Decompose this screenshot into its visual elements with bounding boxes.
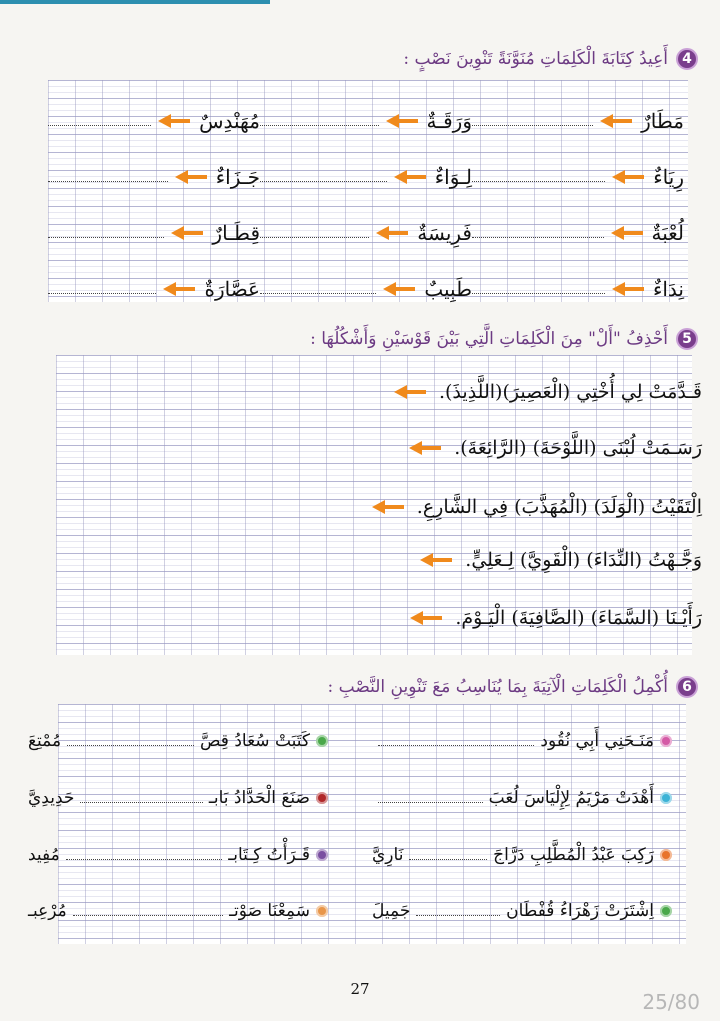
arrow-left-icon: [375, 226, 409, 240]
ex4-cell: [260, 164, 472, 190]
ex4-word: رِيَاءٌ: [653, 165, 684, 189]
ex5-sentence-row: [408, 437, 702, 459]
ex4-cell: [260, 276, 472, 302]
ex6-word: مُمْتِعَ: [28, 731, 62, 751]
answer-line[interactable]: [80, 802, 202, 803]
ex5-sentence: قَـدَّمَتْ لِي أُخْتِي (الْعَصِيرَ)(اللَّذِيذَ).: [438, 381, 702, 403]
ex6-sentence: مَنَـحَنِي أَبِي نُقُود: [540, 731, 654, 751]
arrow-left-icon: [170, 226, 204, 240]
ex4-word: وَرَقَـةٌ: [426, 109, 472, 133]
exercise-6-title: أُكْمِلُ الْكَلِمَاتِ الْآتِيَةَ بِمَا يُنَاسِبُ مَعَ تَنْوِينِ النَّصْبِ :: [327, 677, 668, 697]
answer-line[interactable]: [409, 859, 487, 860]
ex4-word: لُعْبَةٌ: [651, 221, 684, 245]
bullet-dot-icon: [660, 849, 672, 861]
ex6-word: مُفِيد: [28, 845, 60, 865]
ex4-cell: [472, 164, 684, 190]
arrow-left-icon: [157, 114, 191, 128]
ex4-word: مَطَارٌ: [641, 109, 684, 133]
answer-line[interactable]: [260, 293, 376, 294]
ex6-sentence: رَكِبَ عَبْدُ الْمُطَّلِبِ دَرَّاجَ: [493, 845, 654, 865]
answer-line[interactable]: [472, 125, 593, 126]
exercise-4-title: أَعِيدُ كِتَابَةَ الْكَلِمَاتِ مُنَوَّنَةً تَنْوِينَ نَصْبٍ :: [403, 49, 668, 69]
ex4-cell: [48, 108, 260, 134]
arrow-left-icon: [393, 170, 427, 184]
answer-line[interactable]: [48, 237, 164, 238]
page-number: 27: [350, 980, 370, 998]
bullet-dot-icon: [316, 735, 328, 747]
ex4-cell: [472, 108, 684, 134]
page-counter: 25/80: [642, 990, 700, 1014]
answer-line[interactable]: [472, 181, 605, 182]
ex5-sentence: وَجَّـهْتُ (النِّدَاءَ) (الْقَوِيَّ) لِـعَلِيٍّ.: [465, 549, 702, 571]
ex4-cell: [260, 220, 472, 246]
arrow-left-icon: [371, 500, 405, 514]
ex6-sentence: سَمِعْنَا صَوْتـ: [229, 901, 310, 921]
answer-line[interactable]: [472, 293, 605, 294]
bullet-dot-icon: [660, 735, 672, 747]
bullet-dot-icon: [660, 792, 672, 804]
exercise-4-heading: [403, 48, 698, 70]
ex4-word: عَصَّارَةٌ: [204, 277, 260, 301]
answer-line[interactable]: [260, 125, 379, 126]
exercise-6-heading: [328, 676, 698, 698]
arrow-left-icon: [610, 226, 644, 240]
top-accent-bar: [0, 0, 270, 4]
exercise-5-title: أَحْذِفُ "أَلْ" مِنَ الْكَلِمَاتِ الَّتِي بَيْنَ قَوْسَيْنِ وَأَشْكُلُهَا :: [310, 329, 668, 349]
exercise-6-number: 6: [676, 676, 698, 698]
answer-line[interactable]: [67, 745, 194, 746]
ex4-cell: [472, 220, 684, 246]
ex4-word: جَـزَاءٌ: [215, 165, 260, 189]
answer-line[interactable]: [378, 802, 483, 803]
ex4-word: نِدَاءٌ: [652, 277, 684, 301]
ex4-word: مُهَنْدِسٌ: [199, 109, 260, 133]
ex4-word: قِطَـارٌ: [212, 221, 260, 245]
answer-line[interactable]: [48, 181, 168, 182]
ex5-sentence: رَسَـمَتْ لُبْنَى (اللَّوْحَةَ) (الرَّائِعَةَ).: [454, 437, 702, 459]
answer-line[interactable]: [378, 745, 534, 746]
ex6-sentence: كَتَبَتْ سُعَادُ قِصَّ: [199, 731, 310, 751]
arrow-left-icon: [408, 441, 442, 455]
ex5-sentence: رَأَيْـنَا (السَّمَاءَ) (الصَّافِيَةَ) الْيَـوْمَ.: [455, 607, 702, 629]
ex5-sentence: اِلْتَقَيْتُ (الْوَلَدَ) (الْمُهَذَّبَ) فِي الشَّارِعِ.: [416, 496, 702, 518]
ex4-cell: [48, 164, 260, 190]
arrow-left-icon: [599, 114, 633, 128]
ex6-row: [372, 788, 672, 808]
ex5-sentence-row: [371, 496, 702, 518]
answer-line[interactable]: [260, 181, 387, 182]
ex4-cell: [48, 220, 260, 246]
ex6-sentence: قَـرَأْتُ كِـتَابـ: [228, 845, 310, 865]
ex4-cell: [472, 276, 684, 302]
bullet-dot-icon: [316, 849, 328, 861]
ex4-cell: [48, 276, 260, 302]
answer-line[interactable]: [73, 915, 223, 916]
arrow-left-icon: [393, 385, 427, 399]
arrow-left-icon: [611, 170, 645, 184]
arrow-left-icon: [162, 282, 196, 296]
ex6-row: [28, 788, 328, 808]
ex6-word: نَارِيَّ: [372, 845, 404, 865]
ex5-sentence-row: [409, 607, 702, 629]
ex4-word: فَرِيسَةٌ: [417, 221, 472, 245]
ex6-word: مُرْعِبـ: [28, 901, 67, 921]
ex6-word: جَمِيلَ: [372, 901, 411, 921]
ex6-row: [28, 901, 328, 921]
ex4-cell: [260, 108, 472, 134]
ex6-word: حَدِيدِيَّ: [28, 788, 75, 808]
answer-line[interactable]: [416, 915, 500, 916]
answer-line[interactable]: [48, 125, 151, 126]
answer-line[interactable]: [66, 859, 223, 860]
ex6-row: [372, 731, 672, 751]
exercise-4-number: 4: [676, 48, 698, 70]
ex6-sentence: أَهْدَتْ مَرْيَمُ لِإِلْيَاسَ لُعَبَ: [488, 788, 654, 808]
ex5-sentence-row: [419, 549, 702, 571]
ex4-word: لِـوَاءٌ: [434, 165, 472, 189]
arrow-left-icon: [419, 553, 453, 567]
ex6-row: [372, 845, 672, 865]
ex6-row: [28, 731, 328, 751]
bullet-dot-icon: [660, 905, 672, 917]
answer-line[interactable]: [48, 293, 156, 294]
answer-line[interactable]: [260, 237, 369, 238]
exercise-5-heading: [310, 328, 698, 350]
ex6-row: [28, 845, 328, 865]
arrow-left-icon: [382, 282, 416, 296]
ex6-sentence: اِشْتَرَتْ زَهْرَاءُ قُفْطَان: [506, 901, 654, 921]
arrow-left-icon: [385, 114, 419, 128]
arrow-left-icon: [611, 282, 645, 296]
ex5-sentence-row: [393, 381, 702, 403]
ex6-sentence: صَنَعَ الْحَدَّادُ بَابـ: [208, 788, 310, 808]
answer-line[interactable]: [472, 237, 604, 238]
bullet-dot-icon: [316, 792, 328, 804]
arrow-left-icon: [174, 170, 208, 184]
ex6-row: [372, 901, 672, 921]
ex4-word: طَبِيبٌ: [424, 277, 472, 301]
exercise-5-number: 5: [676, 328, 698, 350]
bullet-dot-icon: [316, 905, 328, 917]
arrow-left-icon: [409, 611, 443, 625]
